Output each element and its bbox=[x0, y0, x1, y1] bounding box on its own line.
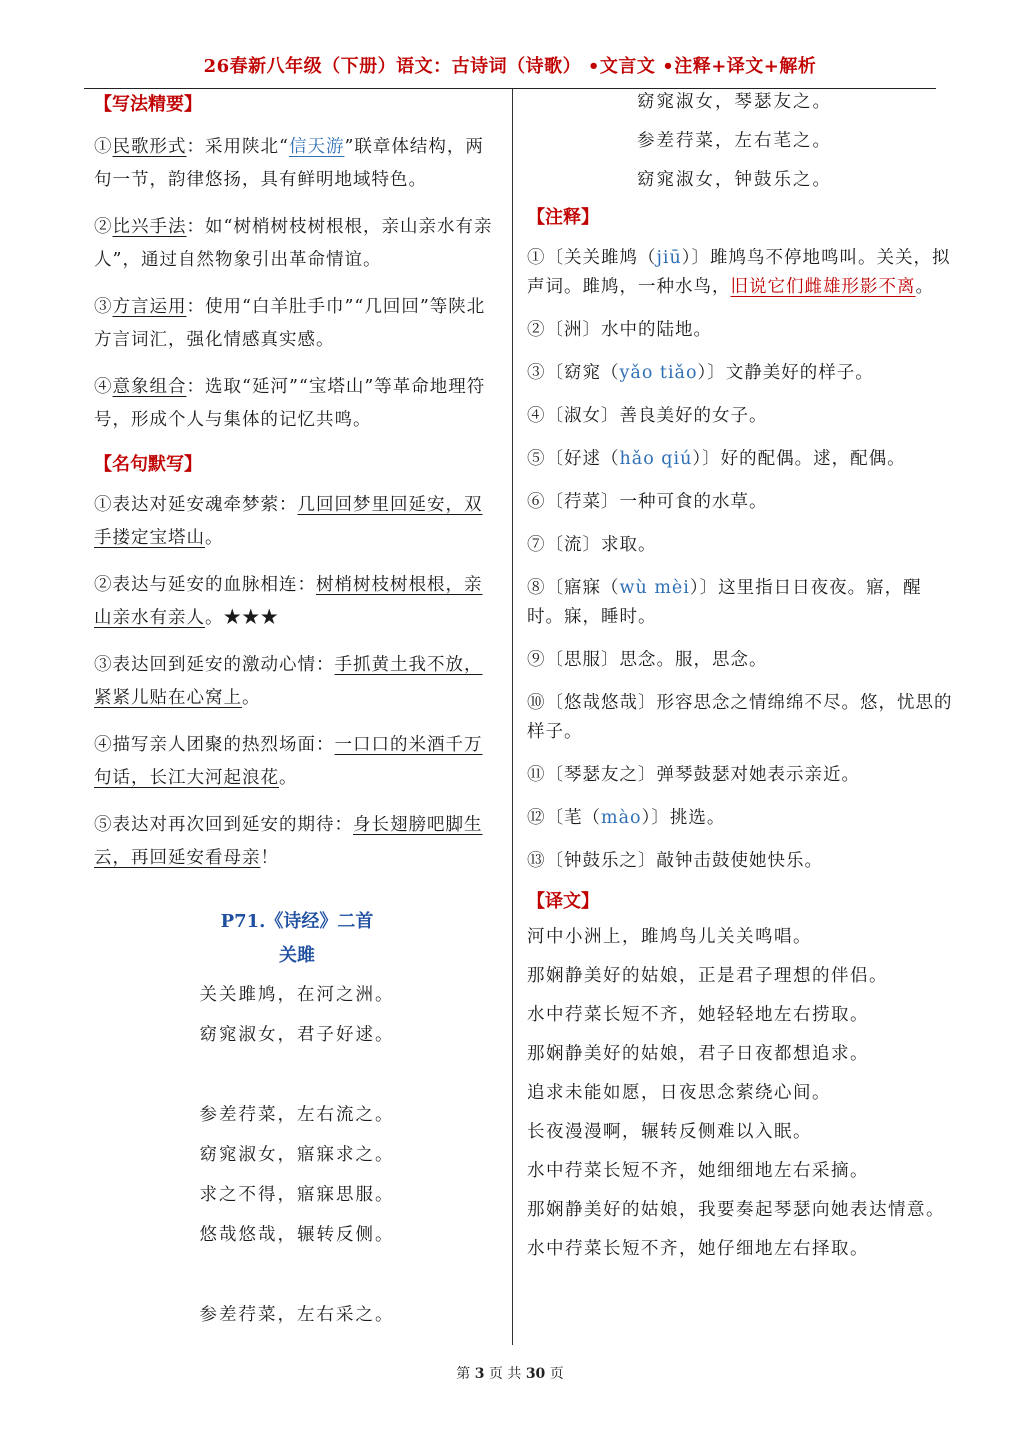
page-footer: 第 3 页 共 30 页 bbox=[456, 1366, 564, 1382]
note-item: ⑫〔芼（mào）〕挑选。 bbox=[527, 808, 726, 828]
poem-title: 关雎 bbox=[279, 945, 315, 966]
poem-line: 求之不得，寤寐思服。 bbox=[199, 1185, 395, 1205]
writing-point: ④意象组合：选取“延河”“宝塔山”等革命地理符号，形成个人与集体的记忆共鸣。 bbox=[94, 377, 486, 430]
note-item: ⑧〔寤寐（wù mèi）〕这里指日日夜夜。寤，醒时。寐，睡时。 bbox=[527, 578, 922, 627]
poem-gap bbox=[94, 1255, 500, 1295]
poem-line: 参差荇菜，左右流之。 bbox=[199, 1105, 395, 1125]
term: 比兴手法 bbox=[112, 217, 187, 237]
translation-line: 长夜漫漫啊，辗转反侧难以入眠。 bbox=[527, 1122, 812, 1142]
poem-line: 窈窕淑女，琴瑟友之。 bbox=[637, 92, 832, 112]
note-item: ⑬〔钟鼓乐之〕敲钟击鼓使她快乐。 bbox=[527, 851, 823, 871]
poem-gap bbox=[94, 1055, 500, 1095]
page-header: 26春新八年级（下册）语文：古诗词（诗歌） •文言文 •注释+译文+解析 bbox=[203, 56, 817, 77]
quote-item: ④描写亲人团聚的热烈场面：一口口的米酒千万句话，长江大河起浪花。 bbox=[94, 735, 483, 788]
note-item: ⑦〔流〕求取。 bbox=[527, 535, 657, 555]
poem-body bbox=[94, 975, 500, 1335]
section-title-translation: 【译文】 bbox=[527, 891, 599, 912]
writing-point: ①民歌形式：采用陕北“信天游”联章体结构，两句一节，韵律悠扬，具有鲜明地域特色。 bbox=[94, 137, 484, 190]
column-divider bbox=[512, 89, 513, 1345]
quote-item: ⑤表达对再次回到延安的期待：身长翅膀吧脚生云，再回延安看母亲！ bbox=[94, 815, 483, 868]
link-xintianyou[interactable]: 信天游 bbox=[288, 137, 345, 157]
quote-item: ③表达回到延安的激动心情：手抓黄土我不放，紧紧儿贴在心窝上。 bbox=[94, 655, 483, 708]
poem-line: 参差荇菜，左右芼之。 bbox=[637, 131, 832, 151]
translation-line: 追求未能如愿，日夜思念萦绕心间。 bbox=[527, 1083, 831, 1103]
total-pages: 30 bbox=[525, 1366, 546, 1382]
poem-line: 窈窕淑女，寤寐求之。 bbox=[199, 1145, 395, 1165]
note-item: ⑩〔悠哉悠哉〕形容思念之情绵绵不尽。悠，忧思的样子。 bbox=[527, 693, 953, 742]
current-page: 3 bbox=[474, 1366, 485, 1382]
translation-line: 那娴静美好的姑娘，君子日夜都想追求。 bbox=[527, 1044, 869, 1064]
quote-item: ①表达对延安魂牵梦萦：几回回梦里回延安，双手搂定宝塔山。 bbox=[94, 495, 483, 548]
translation-line: 水中荇菜长短不齐，她轻轻地左右捞取。 bbox=[527, 1005, 869, 1025]
translation-body bbox=[527, 918, 953, 1269]
translation-line: 水中荇菜长短不齐，她细细地左右采摘。 bbox=[527, 1161, 869, 1181]
left-column bbox=[94, 91, 500, 1335]
right-column bbox=[527, 91, 953, 1269]
highlight-text: 旧说它们雌雄形影不离 bbox=[730, 277, 916, 297]
writing-point: ②比兴手法：如“树梢树枝树根根，亲山亲水有亲人”，通过自然物象引出革命情谊。 bbox=[94, 217, 493, 270]
section-title-quotes: 【名句默写】 bbox=[94, 454, 202, 475]
writing-point: ③方言运用：使用“白羊肚手巾”“几回回”等陕北方言词汇，强化情感真实感。 bbox=[94, 297, 486, 350]
quote-item: ②表达与延安的血脉相连：树梢树枝树根根，亲山亲水有亲人。★★★ bbox=[94, 575, 483, 628]
note-item: ⑤〔好逑（hǎo qiú）〕好的配偶。逑，配偶。 bbox=[527, 449, 906, 469]
poem-line: 窈窕淑女，君子好逑。 bbox=[199, 1025, 395, 1045]
poem-section-title: P71.《诗经》二首 bbox=[220, 911, 374, 932]
note-item: ①〔关关雎鸠（jiū）〕雎鸠鸟不停地鸣叫。关关，拟声词。雎鸠，一种水鸟，旧说它们雌雄形影不离。 bbox=[527, 248, 951, 297]
note-item: ④〔淑女〕善良美好的女子。 bbox=[527, 406, 768, 426]
term: 民歌形式 bbox=[112, 137, 187, 157]
note-item: ⑪〔琴瑟友之〕弹琴鼓瑟对她表示亲近。 bbox=[527, 765, 860, 785]
term: 方言运用 bbox=[112, 297, 187, 317]
note-item: ③〔窈窕（yǎo tiǎo）〕文静美好的样子。 bbox=[527, 363, 874, 383]
translation-line: 那娴静美好的姑娘，我要奏起琴瑟向她表达情意。 bbox=[527, 1200, 945, 1220]
translation-line: 那娴静美好的姑娘，正是君子理想的伴侣。 bbox=[527, 966, 888, 986]
term: 意象组合 bbox=[112, 377, 187, 397]
poem-line: 悠哉悠哉，辗转反侧。 bbox=[199, 1225, 395, 1245]
translation-line: 河中小洲上，雎鸠鸟儿关关鸣唱。 bbox=[527, 927, 812, 947]
section-title-notes: 【注释】 bbox=[527, 207, 599, 228]
note-item: ⑥〔荇菜〕一种可食的水草。 bbox=[527, 492, 768, 512]
poem-line: 窈窕淑女，钟鼓乐之。 bbox=[637, 170, 832, 190]
section-title-writing: 【写法精要】 bbox=[94, 94, 202, 115]
translation-line: 水中荇菜长短不齐，她仔细地左右择取。 bbox=[527, 1239, 869, 1259]
poem-line: 参差荇菜，左右采之。 bbox=[199, 1305, 395, 1325]
poem-line: 关关雎鸠，在河之洲。 bbox=[199, 985, 395, 1005]
note-item: ⑨〔思服〕思念。服，思念。 bbox=[527, 650, 768, 670]
note-item: ②〔洲〕水中的陆地。 bbox=[527, 320, 712, 340]
